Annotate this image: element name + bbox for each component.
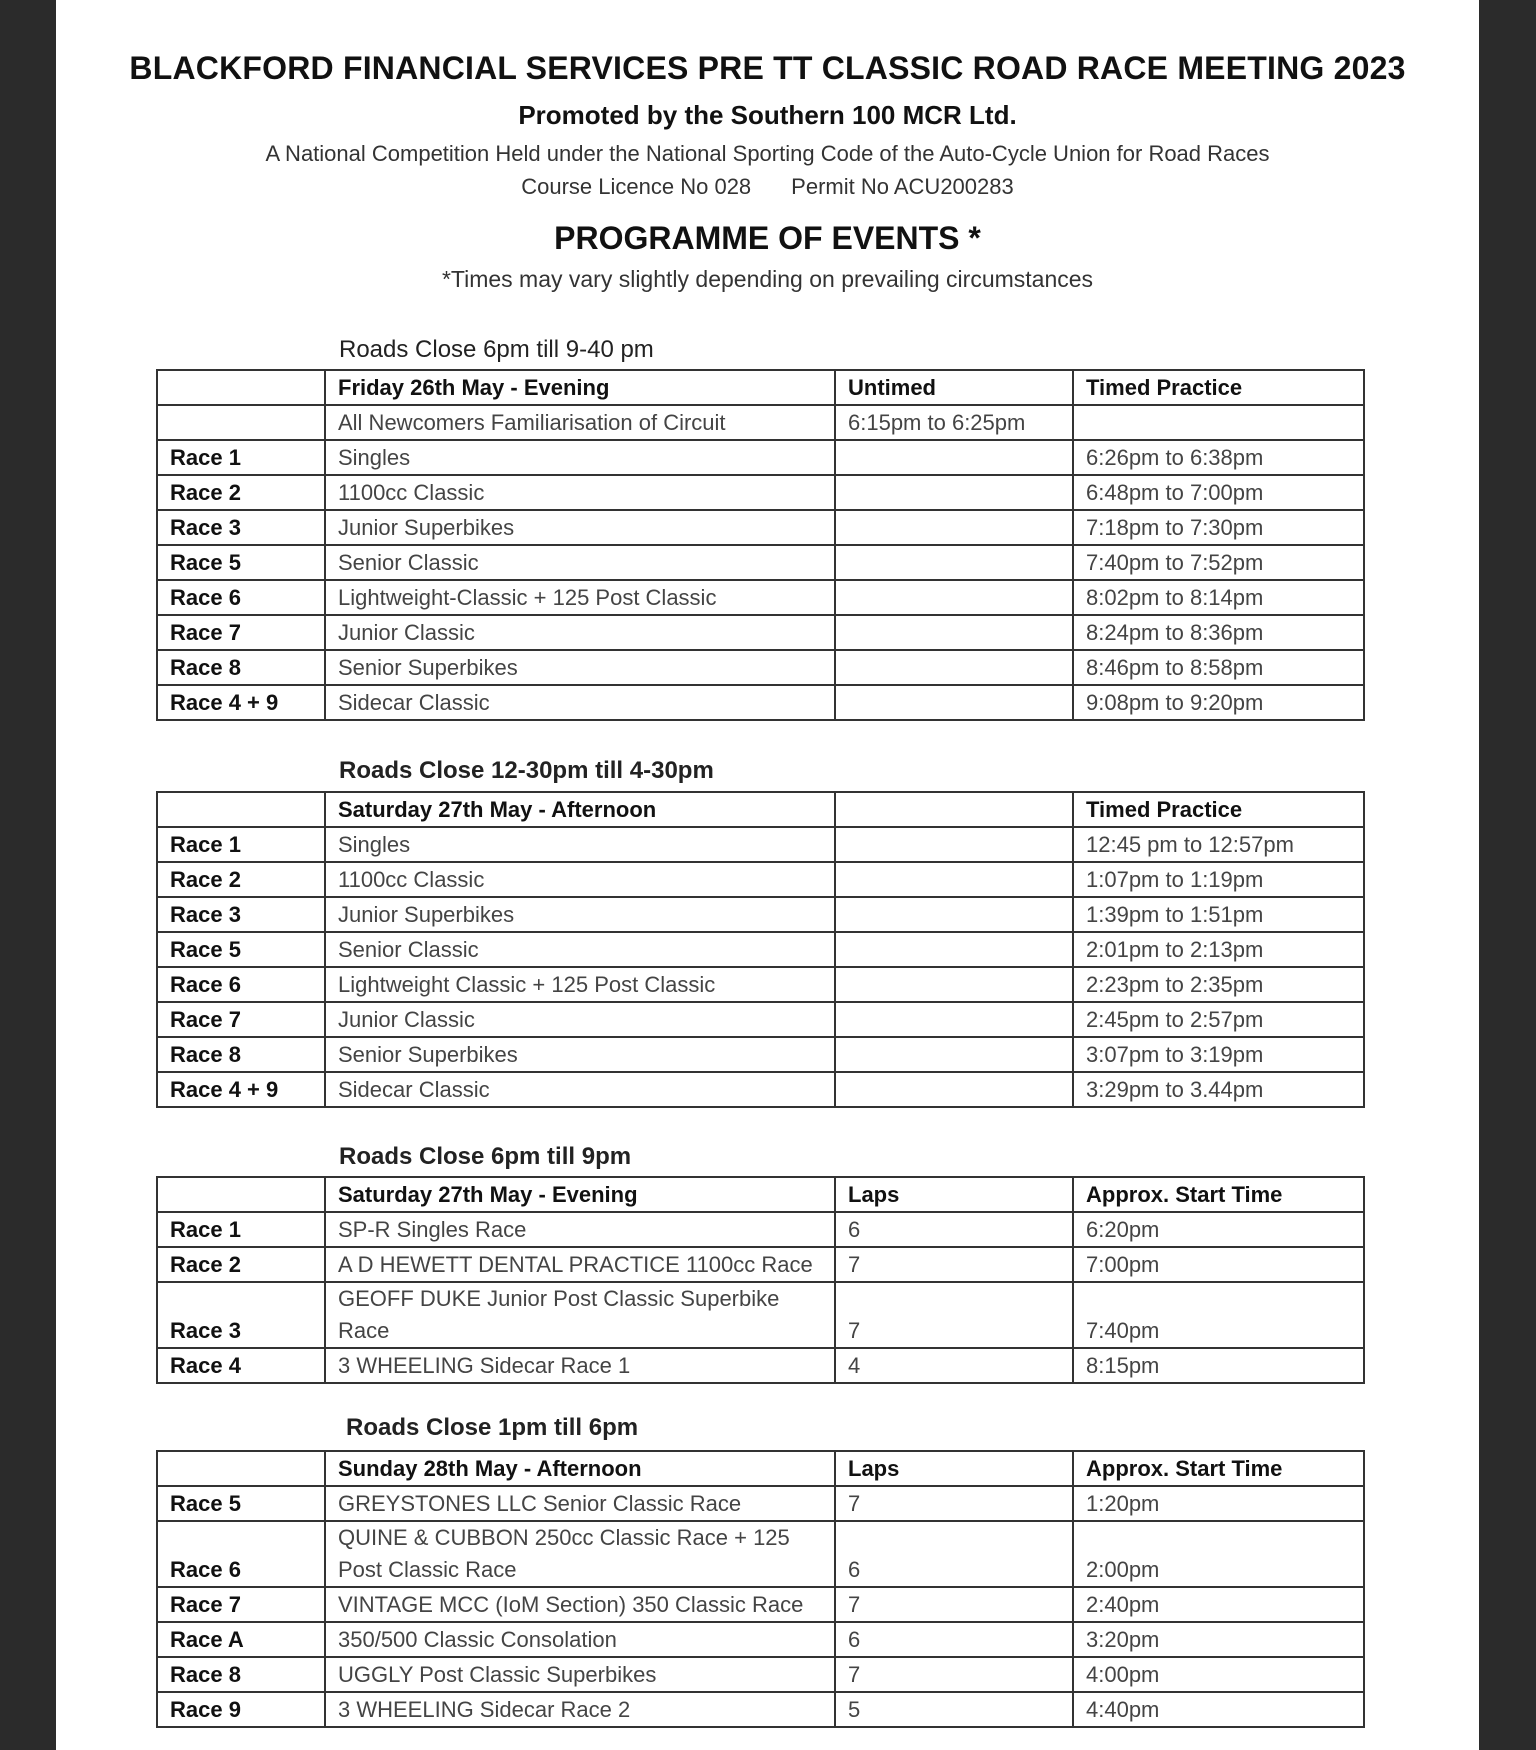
untimed-laps-cell: 7 [835, 1247, 1073, 1282]
untimed-laps-cell [835, 932, 1073, 967]
event-cell: Junior Superbikes [325, 897, 835, 932]
race-cell: Race 8 [157, 650, 325, 685]
permit-number: Permit No ACU200283 [791, 174, 1014, 199]
event-cell: GREYSTONES LLC Senior Classic Race [325, 1486, 835, 1521]
untimed-laps-cell: 6 [835, 1521, 1073, 1587]
column-header: Timed Practice [1073, 792, 1364, 827]
event-cell: VINTAGE MCC (IoM Section) 350 Classic Race [325, 1587, 835, 1622]
table-row [157, 685, 1364, 720]
untimed-laps-cell [835, 1037, 1073, 1072]
event-cell: QUINE & CUBBON 250cc Classic Race + 125 Post Classic Race [325, 1521, 835, 1587]
event-cell: Senior Classic [325, 932, 835, 967]
time-cell: 8:02pm to 8:14pm [1073, 580, 1364, 615]
untimed-laps-cell: 7 [835, 1486, 1073, 1521]
table-row [157, 897, 1364, 932]
time-cell: 7:40pm to 7:52pm [1073, 545, 1364, 580]
roads-close-label: Roads Close 1pm till 6pm [346, 1414, 639, 1441]
untimed-laps-cell [835, 580, 1073, 615]
time-cell: 8:46pm to 8:58pm [1073, 650, 1364, 685]
table-header-row [157, 1451, 1364, 1486]
column-header: Approx. Start Time [1073, 1177, 1364, 1212]
untimed-laps-cell [835, 475, 1073, 510]
event-cell: Junior Classic [325, 1002, 835, 1037]
race-cell: Race 6 [157, 967, 325, 1002]
event-cell: SP-R Singles Race [325, 1212, 835, 1247]
time-cell: 8:15pm [1073, 1348, 1364, 1383]
race-cell: Race 4 + 9 [157, 1072, 325, 1107]
untimed-laps-cell: 7 [835, 1587, 1073, 1622]
race-cell: Race 5 [157, 545, 325, 580]
event-cell: GEOFF DUKE Junior Post Classic Superbike Race [325, 1282, 835, 1348]
column-header [157, 1177, 325, 1212]
race-cell: Race 3 [157, 897, 325, 932]
race-cell: Race 4 + 9 [157, 685, 325, 720]
programme-page [56, 0, 1479, 1750]
column-header: Saturday 27th May - Evening [325, 1177, 835, 1212]
event-cell: Sidecar Classic [325, 685, 835, 720]
table-header-row [157, 370, 1364, 405]
race-cell: Race 3 [157, 510, 325, 545]
event-cell: Lightweight Classic + 125 Post Classic [325, 967, 835, 1002]
untimed-laps-cell [835, 967, 1073, 1002]
table-row [157, 440, 1364, 475]
table-row [157, 827, 1364, 862]
table-header-row [157, 792, 1364, 827]
time-cell: 2:45pm to 2:57pm [1073, 1002, 1364, 1037]
race-cell: Race 5 [157, 932, 325, 967]
sanction-line: A National Competition Held under the National Sporting Code of the Auto-Cycle Union for Road Races [265, 141, 1270, 166]
untimed-laps-cell [835, 440, 1073, 475]
untimed-laps-cell [835, 1002, 1073, 1037]
race-cell: Race 9 [157, 1692, 325, 1727]
time-cell: 12:45 pm to 12:57pm [1073, 827, 1364, 862]
event-cell: Senior Superbikes [325, 650, 835, 685]
event-cell: Singles [325, 827, 835, 862]
untimed-laps-cell: 7 [835, 1657, 1073, 1692]
event-cell: A D HEWETT DENTAL PRACTICE 1100cc Race [325, 1247, 835, 1282]
untimed-laps-cell: 6 [835, 1622, 1073, 1657]
event-cell: Sidecar Classic [325, 1072, 835, 1107]
race-cell: Race 6 [157, 580, 325, 615]
untimed-laps-cell [835, 1072, 1073, 1107]
course-licence: Course Licence No 028 [521, 174, 752, 199]
race-cell: Race 6 [157, 1521, 325, 1587]
time-cell: 2:40pm [1073, 1587, 1364, 1622]
roads-close-label: Roads Close 12-30pm till 4-30pm [339, 757, 714, 784]
race-cell: Race 1 [157, 827, 325, 862]
untimed-laps-cell [835, 615, 1073, 650]
race-cell: Race 7 [157, 1002, 325, 1037]
table-row [157, 1657, 1364, 1692]
race-cell: Race 1 [157, 440, 325, 475]
time-cell: 9:08pm to 9:20pm [1073, 685, 1364, 720]
race-cell: Race 1 [157, 1212, 325, 1247]
time-cell: 6:26pm to 6:38pm [1073, 440, 1364, 475]
time-cell: 4:00pm [1073, 1657, 1364, 1692]
time-cell: 8:24pm to 8:36pm [1073, 615, 1364, 650]
column-header [157, 370, 325, 405]
time-cell: 7:40pm [1073, 1282, 1364, 1348]
schedule-table-saturday-afternoon [156, 791, 1365, 1108]
race-cell: Race 2 [157, 475, 325, 510]
untimed-laps-cell [835, 685, 1073, 720]
licence-line [56, 174, 1479, 200]
schedule-table-saturday-evening [156, 1176, 1365, 1384]
time-cell: 1:39pm to 1:51pm [1073, 897, 1364, 932]
table-row [157, 1002, 1364, 1037]
times-note: *Times may vary slightly depending on prevailing circumstances [441, 266, 1094, 292]
table-row [157, 475, 1364, 510]
event-cell: Senior Classic [325, 545, 835, 580]
table-row [157, 1348, 1364, 1383]
untimed-laps-cell [835, 862, 1073, 897]
race-cell [157, 405, 325, 440]
roads-close-label: Roads Close 6pm till 9pm [339, 1143, 632, 1170]
table-row [157, 1037, 1364, 1072]
time-cell: 2:01pm to 2:13pm [1073, 932, 1364, 967]
column-header: Friday 26th May - Evening [325, 370, 835, 405]
event-cell: Singles [325, 440, 835, 475]
promoter-line: Promoted by the Southern 100 MCR Ltd. [518, 100, 1017, 130]
column-header: Sunday 28th May - Afternoon [325, 1451, 835, 1486]
untimed-laps-cell: 6:15pm to 6:25pm [835, 405, 1073, 440]
untimed-laps-cell: 7 [835, 1282, 1073, 1348]
event-cell: 3 WHEELING Sidecar Race 2 [325, 1692, 835, 1727]
race-cell: Race 5 [157, 1486, 325, 1521]
event-cell: UGGLY Post Classic Superbikes [325, 1657, 835, 1692]
event-cell: All Newcomers Familiarisation of Circuit [325, 405, 835, 440]
column-header: Saturday 27th May - Afternoon [325, 792, 835, 827]
table-header-row [157, 1177, 1364, 1212]
time-cell: 7:18pm to 7:30pm [1073, 510, 1364, 545]
untimed-laps-cell [835, 827, 1073, 862]
table-row [157, 1587, 1364, 1622]
event-cell: 3 WHEELING Sidecar Race 1 [325, 1348, 835, 1383]
race-cell: Race 2 [157, 862, 325, 897]
table-row [157, 580, 1364, 615]
table-row [157, 932, 1364, 967]
column-header [157, 1451, 325, 1486]
table-row [157, 1692, 1364, 1727]
table-row [157, 1212, 1364, 1247]
table-row [157, 545, 1364, 580]
table-row [157, 1486, 1364, 1521]
column-header [157, 792, 325, 827]
race-cell: Race 7 [157, 615, 325, 650]
event-cell: Lightweight-Classic + 125 Post Classic [325, 580, 835, 615]
time-cell: 6:48pm to 7:00pm [1073, 475, 1364, 510]
schedule-table-sunday-afternoon [156, 1450, 1365, 1728]
race-cell: Race 4 [157, 1348, 325, 1383]
time-cell: 2:23pm to 2:35pm [1073, 967, 1364, 1002]
time-cell: 3:29pm to 3.44pm [1073, 1072, 1364, 1107]
column-header: Approx. Start Time [1073, 1451, 1364, 1486]
race-cell: Race 2 [157, 1247, 325, 1282]
time-cell: 6:20pm [1073, 1212, 1364, 1247]
table-row [157, 967, 1364, 1002]
untimed-laps-cell [835, 545, 1073, 580]
column-header: Laps [835, 1177, 1073, 1212]
time-cell: 3:07pm to 3:19pm [1073, 1037, 1364, 1072]
time-cell: 1:07pm to 1:19pm [1073, 862, 1364, 897]
race-cell: Race A [157, 1622, 325, 1657]
untimed-laps-cell [835, 510, 1073, 545]
untimed-laps-cell: 5 [835, 1692, 1073, 1727]
table-row [157, 862, 1364, 897]
schedule-table-friday-evening [156, 369, 1365, 721]
meeting-title: BLACKFORD FINANCIAL SERVICES PRE TT CLASSIC ROAD RACE MEETING 2023 [129, 50, 1406, 86]
race-cell: Race 7 [157, 1587, 325, 1622]
race-cell: Race 8 [157, 1037, 325, 1072]
table-row [157, 1247, 1364, 1282]
column-header: Laps [835, 1451, 1073, 1486]
untimed-laps-cell [835, 650, 1073, 685]
event-cell: 1100cc Classic [325, 862, 835, 897]
table-row [157, 650, 1364, 685]
table-row [157, 510, 1364, 545]
table-row [157, 1072, 1364, 1107]
table-row [157, 1521, 1364, 1587]
column-header: Timed Practice [1073, 370, 1364, 405]
time-cell [1073, 405, 1364, 440]
table-row [157, 1282, 1364, 1348]
roads-close-label: Roads Close 6pm till 9-40 pm [339, 336, 654, 363]
event-cell: 350/500 Classic Consolation [325, 1622, 835, 1657]
table-row [157, 1622, 1364, 1657]
time-cell: 7:00pm [1073, 1247, 1364, 1282]
event-cell: 1100cc Classic [325, 475, 835, 510]
column-header [835, 792, 1073, 827]
programme-title: PROGRAMME OF EVENTS * [554, 220, 981, 256]
untimed-laps-cell [835, 897, 1073, 932]
table-row [157, 615, 1364, 650]
untimed-laps-cell: 6 [835, 1212, 1073, 1247]
event-cell: Junior Superbikes [325, 510, 835, 545]
time-cell: 4:40pm [1073, 1692, 1364, 1727]
time-cell: 2:00pm [1073, 1521, 1364, 1587]
race-cell: Race 8 [157, 1657, 325, 1692]
time-cell: 1:20pm [1073, 1486, 1364, 1521]
untimed-laps-cell: 4 [835, 1348, 1073, 1383]
event-cell: Junior Classic [325, 615, 835, 650]
race-cell: Race 3 [157, 1282, 325, 1348]
table-row [157, 405, 1364, 440]
time-cell: 3:20pm [1073, 1622, 1364, 1657]
event-cell: Senior Superbikes [325, 1037, 835, 1072]
column-header: Untimed [835, 370, 1073, 405]
